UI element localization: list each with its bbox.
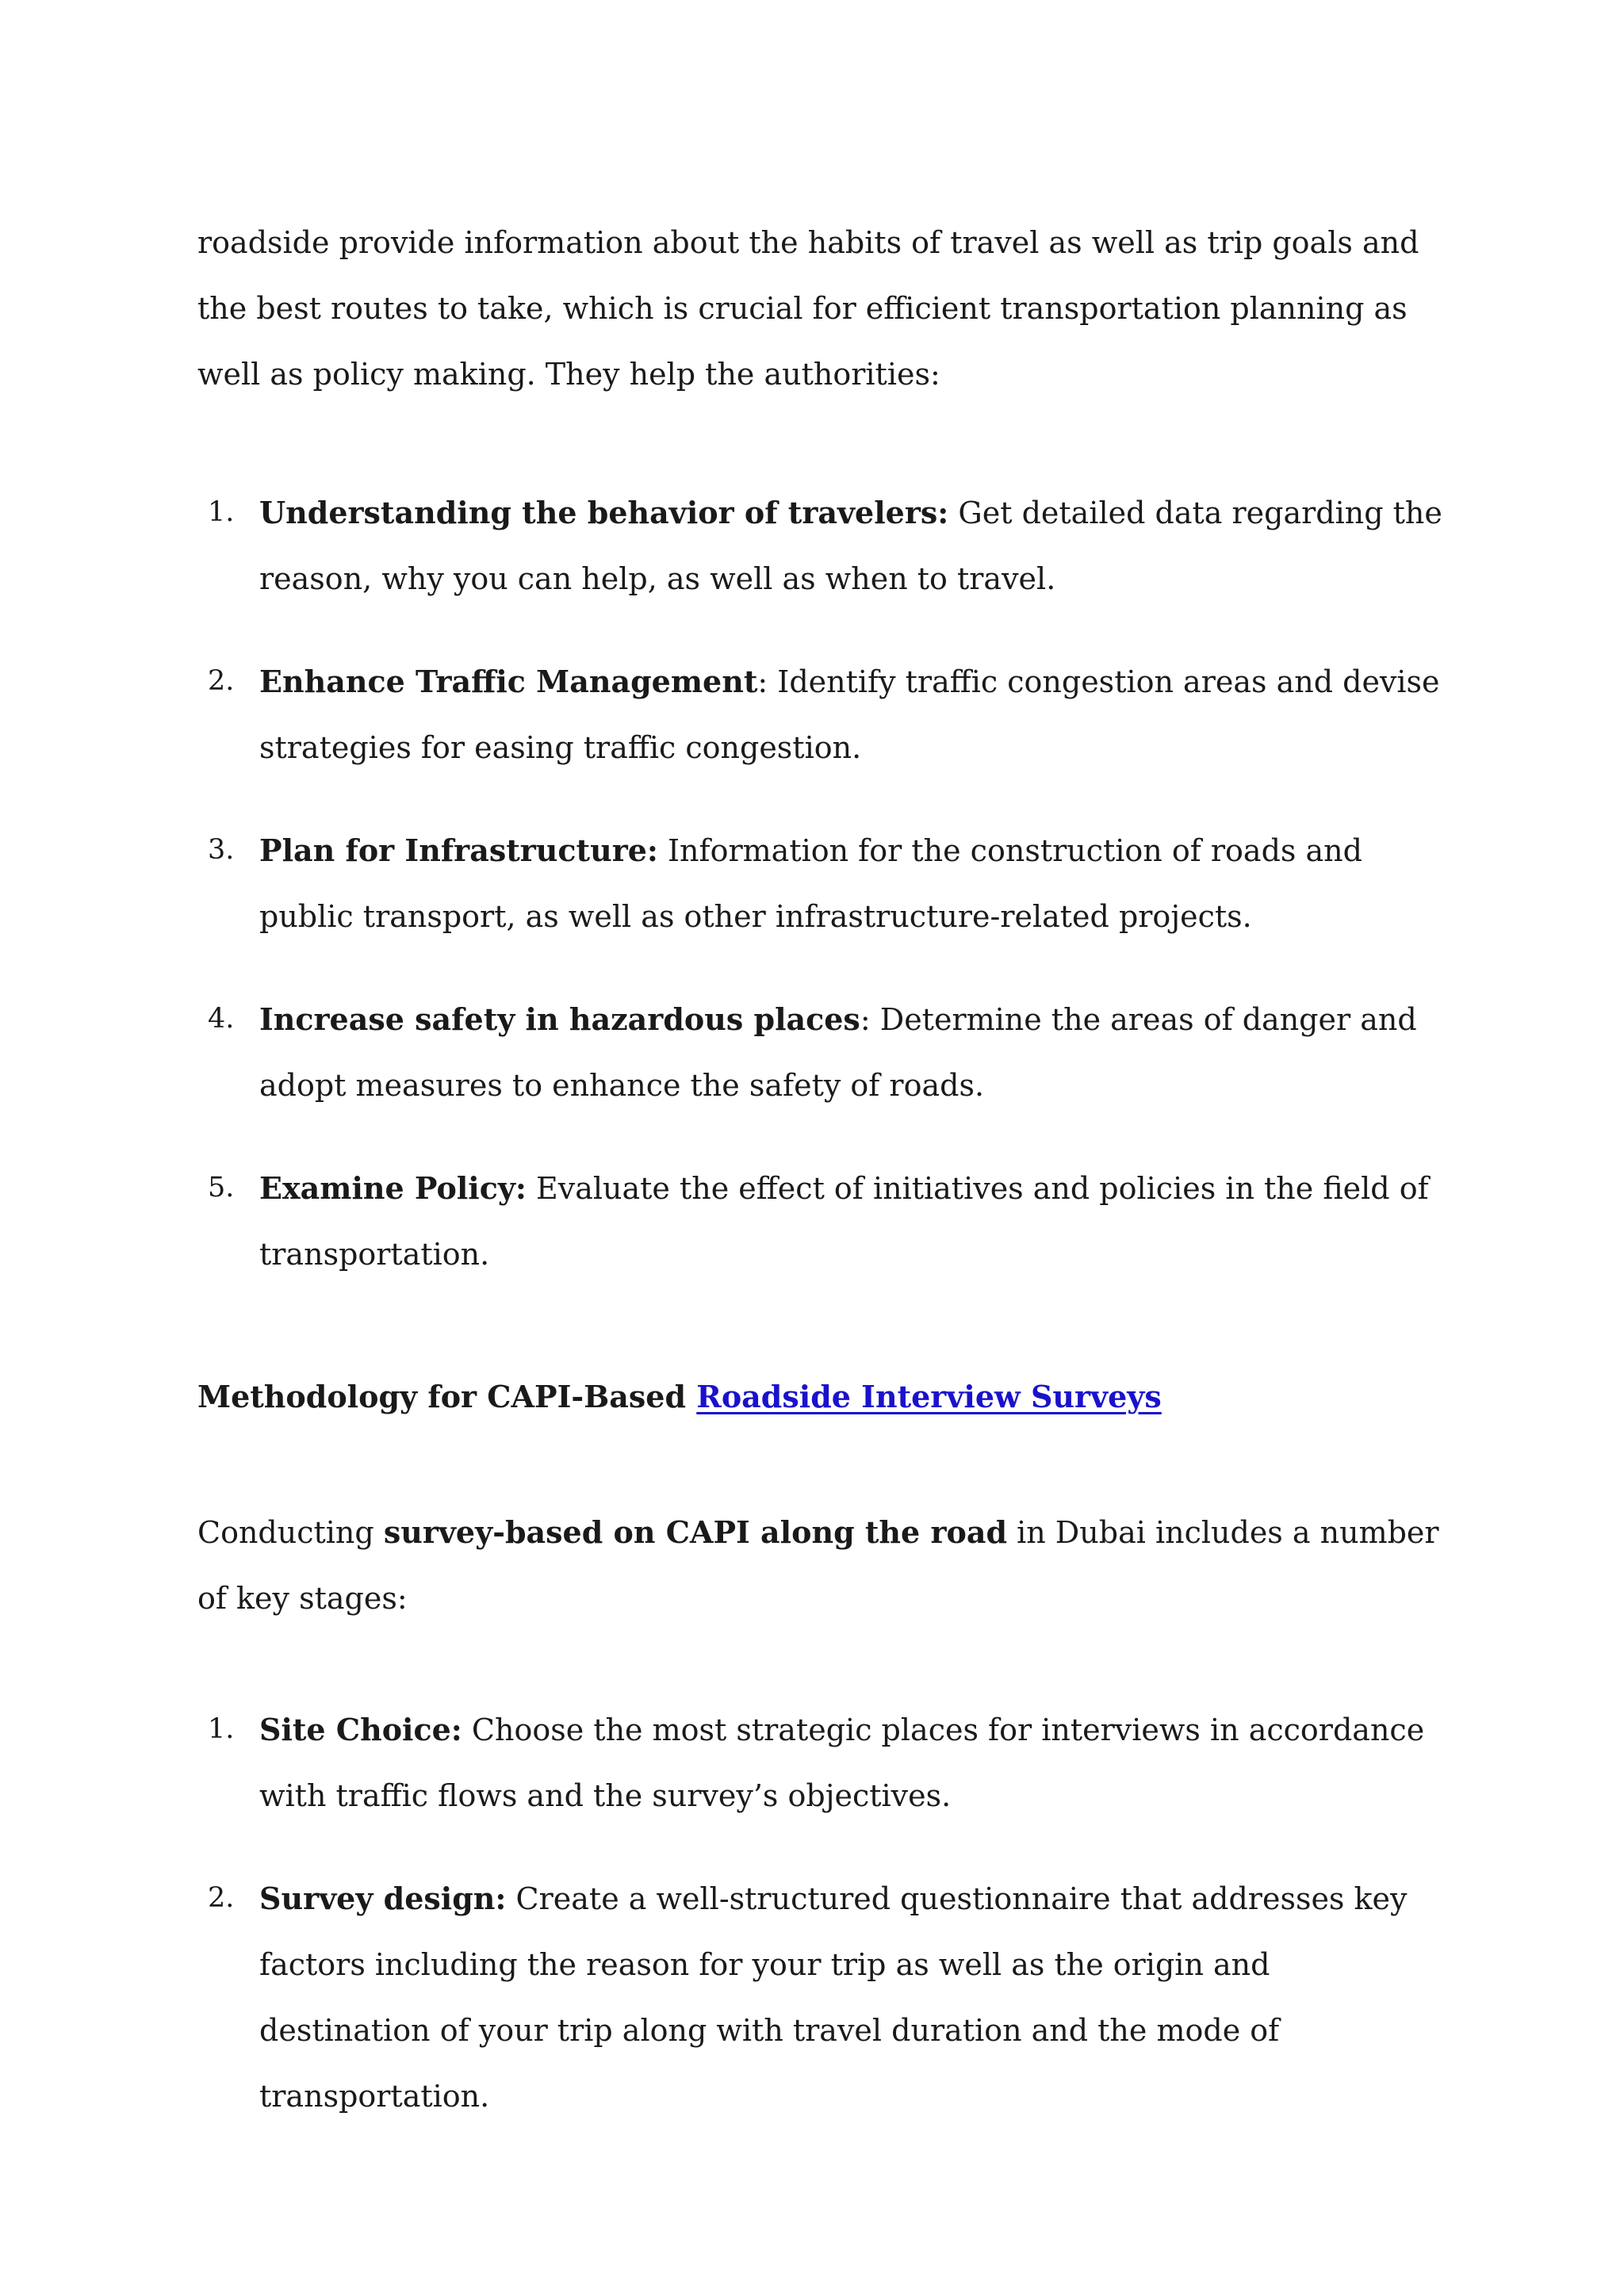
list-number: 5. xyxy=(208,1172,235,1203)
list-item-title: Enhance Traffic Management xyxy=(259,664,758,699)
list-item-text xyxy=(259,1155,1449,1288)
list-item-body: Information for the construction of roads and public transport, as well as other infrastructure-related projects. xyxy=(259,833,1362,934)
intro-paragraph: roadside provide information about the habits of travel as well as trip goals and the best routes to take, which is crucial for efficient transportation planning as well as policy making. They help the authorities: xyxy=(197,225,1419,392)
list-item-title: Increase safety in hazardous places xyxy=(259,1001,860,1037)
intro-prefix: Conducting xyxy=(197,1515,384,1550)
list-item-title: Plan for Infrastructure: xyxy=(259,832,658,868)
list-item-body: Evaluate the effect of initiatives and policies in the field of transportation. xyxy=(259,1171,1429,1272)
list-item-text xyxy=(259,649,1449,781)
list-item-body: Create a well-structured questionnaire that addresses key factors including the reason for your trip as well as the origin and destination of your trip along with travel duration and the mode of transportation. xyxy=(259,1881,1408,2114)
methodology-intro-paragraph xyxy=(197,1499,1450,1632)
list-number: 3. xyxy=(208,834,235,866)
list-number: 1. xyxy=(208,1713,235,1745)
list-item-text xyxy=(259,986,1449,1119)
list-item-body: : Determine the areas of danger and adopt measures to enhance the safety of roads. xyxy=(259,1002,1417,1103)
section-heading xyxy=(197,1364,1450,1429)
list-item-text xyxy=(259,817,1449,950)
heading-text: Methodology for CAPI-Based xyxy=(197,1379,697,1414)
list-item-text xyxy=(259,1697,1449,1829)
roadside-surveys-link[interactable]: Roadside Interview Surveys xyxy=(696,1379,1162,1414)
list-number: 4. xyxy=(208,1003,235,1035)
list-item-title: Examine Policy: xyxy=(259,1170,527,1206)
list-item-text xyxy=(259,480,1449,612)
list-item-body: Choose the most strategic places for interviews in accordance with traffic flows and the survey’s objectives. xyxy=(259,1712,1425,1813)
intro-bold: survey-based on CAPI along the road xyxy=(383,1514,1008,1550)
list-item-text xyxy=(259,1866,1449,2130)
list-item-title: Understanding the behavior of travelers: xyxy=(259,495,949,530)
list-number: 2. xyxy=(208,1882,235,1914)
list-number: 2. xyxy=(208,665,235,697)
list-item-body: Get detailed data regarding the reason, why you can help, as well as when to travel. xyxy=(259,496,1442,596)
list-number: 1. xyxy=(208,496,235,528)
list-item-body: : Identify traffic congestion areas and devise strategies for easing traffic congestion. xyxy=(259,664,1440,765)
intro-suffix: in Dubai includes a number of key stages: xyxy=(197,1515,1439,1616)
list-item-title: Site Choice: xyxy=(259,1712,462,1747)
list-item-title: Survey design: xyxy=(259,1881,507,1916)
